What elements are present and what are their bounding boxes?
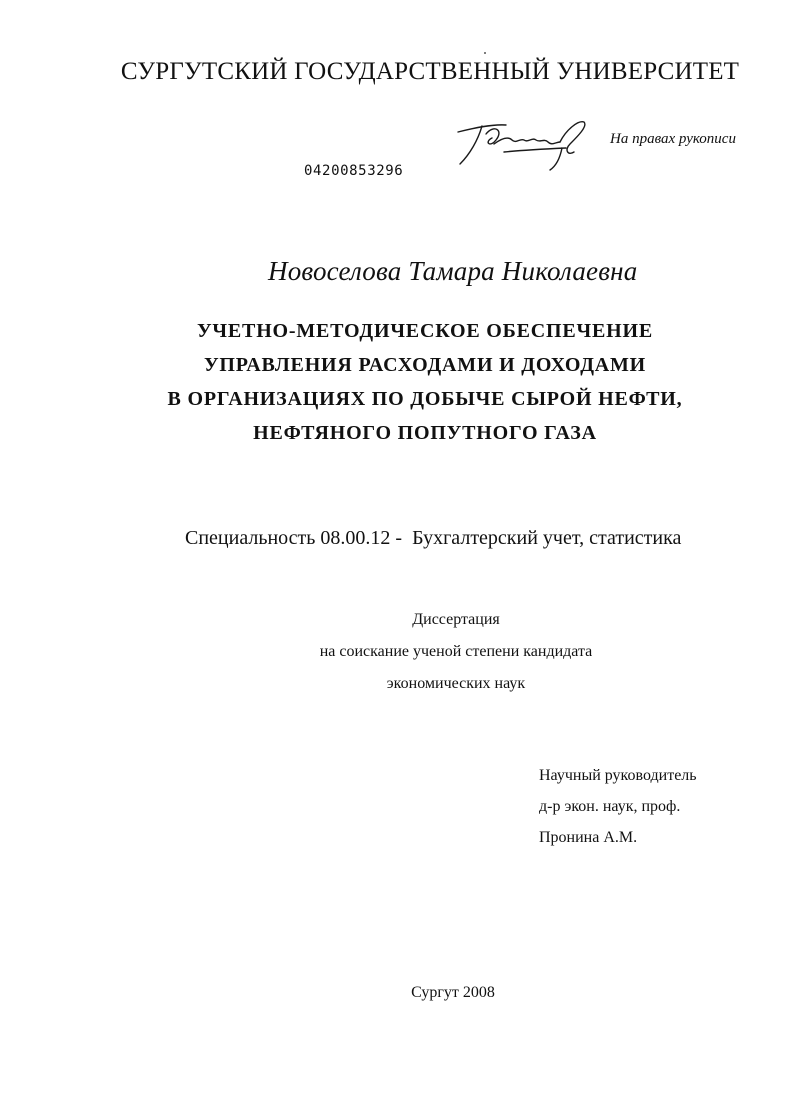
author-name: Новоселова Тамара Николаевна xyxy=(268,256,638,286)
degree-statement xyxy=(0,604,798,700)
title-line: В ОРГАНИЗАЦИЯХ ПО ДОБЫЧЕ СЫРОЙ НЕФТИ, xyxy=(167,388,683,410)
title-line: НЕФТЯНОГО ПОПУТНОГО ГАЗА xyxy=(253,422,597,444)
supervisor-line: д-р экон. наук, проф. xyxy=(539,798,681,815)
specialty-name: Бухгалтерский учет, статистика xyxy=(412,527,682,549)
city-year: Сургут 2008 xyxy=(411,984,495,1001)
degree-line: экономических наук xyxy=(386,675,526,692)
university-name: СУРГУТСКИЙ ГОСУДАРСТВЕННЫЙ УНИВЕРСИТЕТ xyxy=(120,58,740,85)
scan-speck xyxy=(484,52,486,54)
supervisor-line: Научный руководитель xyxy=(539,767,697,784)
specialty-line xyxy=(185,527,681,550)
signature-stroke-stem xyxy=(460,126,482,164)
title-line: УПРАВЛЕНИЯ РАСХОДАМИ И ДОХОДАМИ xyxy=(203,354,647,376)
manuscript-rights-note: На правах рукописи xyxy=(610,131,736,147)
handwritten-signature xyxy=(444,112,594,174)
title-line: УЧЕТНО-МЕТОДИЧЕСКОЕ ОБЕСПЕЧЕНИЕ xyxy=(196,320,654,342)
signature-stroke-under xyxy=(504,148,566,152)
catalog-number: 04200853296 xyxy=(304,163,404,179)
degree-line: Диссертация xyxy=(412,611,500,628)
specialty-code: Специальность 08.00.12 - xyxy=(185,527,403,549)
dissertation-title xyxy=(0,314,798,450)
supervisor-line: Пронина А.М. xyxy=(539,829,638,846)
signature-stroke-tail xyxy=(550,148,562,170)
supervisor-block xyxy=(539,760,697,853)
degree-line: на соискание ученой степени кандидата xyxy=(319,643,593,660)
signature-stroke-body xyxy=(494,138,560,144)
